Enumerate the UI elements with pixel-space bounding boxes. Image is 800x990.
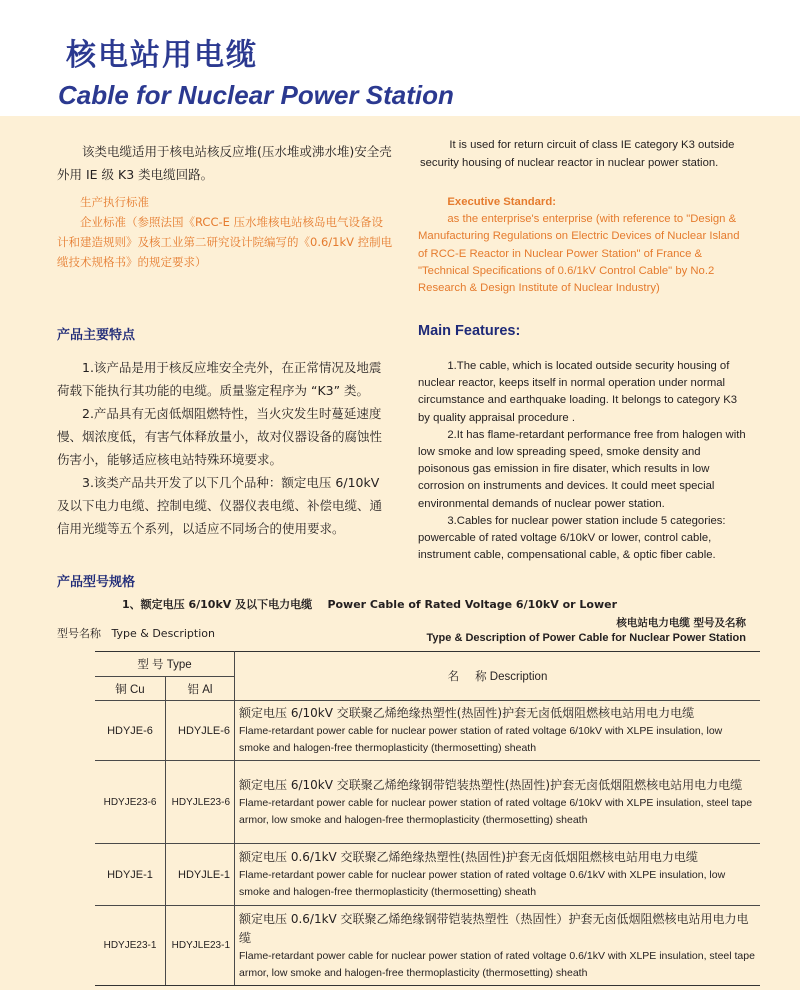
description-en: Flame-retardant power cable for nuclear power station of rated voltage 6/10kV with XLPE insulation, steel tape armor, low smoke and halogen-free thermoplasticity (thermosetting) sheath <box>239 796 753 826</box>
feature-cn-2: 2.产品具有无卤低烟阻燃特性，当火灾发生时蔓延速度慢、烟浓度低，有害气体释放量小，故对仪器设备的腐蚀性伤害小，能够适应核电站特殊环境要求。 <box>57 406 383 467</box>
model-cu: HDYJE23-1 <box>95 906 166 986</box>
description-en: Flame-retardant power cable for nuclear power station of rated voltage 6/10kV with XLPE insulation, low smoke and halogen-free thermoplasticity (thermosetting) sheath <box>239 725 723 754</box>
model-cu: HDYJE-6 <box>95 701 166 761</box>
standard-cn-heading: 生产执行标准 <box>80 195 149 209</box>
table-caption-en: Type & Description of Power Cable for Nuclear Power Station <box>426 632 746 644</box>
header-al: 铝 Al <box>166 677 235 701</box>
intro-en: It is used for return circuit of class IE category K3 outside security housing of nuclear reactor in nuclear power station. <box>420 139 735 169</box>
header-cu: 铜 Cu <box>95 677 166 701</box>
feature-en-3: 3.Cables for nuclear power station include 5 categories: powercable of rated voltage 6/10kV or lower, control cable, instrument cable, compensational cable, & optic fiber cable. <box>418 514 726 562</box>
description-cn: 额定电压 0.6/1kV 交联聚乙烯绝缘热塑性(热固性)护套无卤低烟阻燃核电站用电力电缆 <box>239 850 698 864</box>
description-en: Flame-retardant power cable for nuclear power station of rated voltage 0.6/1kV with XLPE insulation, low smoke and halogen-free thermoplasticity (thermosetting) sheath <box>239 869 726 898</box>
description-cell <box>235 761 761 844</box>
table-row <box>95 761 760 844</box>
table-row <box>95 701 760 761</box>
description-cell <box>235 701 761 761</box>
model-al: HDYJLE-1 <box>166 844 235 906</box>
description-cn: 额定电压 6/10kV 交联聚乙烯绝缘热塑性(热固性)护套无卤低烟阻燃核电站用电力电缆 <box>239 706 695 720</box>
specs-heading: 产品型号规格 <box>57 575 136 590</box>
feature-en-1: 1.The cable, which is located outside security housing of nuclear reactor, keeps itself in normal operation under normal circumstance and earthquake loading. It belongs to category K3 by quality appraisal procedure . <box>418 360 738 424</box>
intro-cn: 该类电缆适用于核电站核反应堆(压水堆或沸水堆)安全壳外用 IE 级 K3 类电缆回路。 <box>57 144 392 182</box>
features-heading-cn: 产品主要特点 <box>57 328 136 343</box>
table-caption-cn: 核电站电力电缆 型号及名称 <box>616 617 746 629</box>
description-en: Flame-retardant power cable for nuclear power station of rated voltage 0.6/1kV with XLPE insulation, steel tape armor, low smoke and halogen-free thermoplasticity (thermosetting) sheath <box>239 949 755 979</box>
page-title-en: Cable for Nuclear Power Station <box>58 80 454 110</box>
features-list-en <box>418 358 748 564</box>
specs-subheading: 1、额定电压 6/10kV 及以下电力电缆 Power Cable of Rated Voltage 6/10kV or Lower <box>122 598 617 611</box>
model-al: HDYJLE-6 <box>166 701 235 761</box>
model-cu: HDYJE-1 <box>95 844 166 906</box>
features-heading-en: Main Features: <box>418 323 521 339</box>
standard-cn-text: 企业标准（参照法国《RCC-E 压水堆核电站核岛电气设备设计和建造规则》及核工业第二研究设计院编写的《0.6/1kV 控制电缆技术规格书》的规定要求） <box>57 215 393 269</box>
header-type: 型 号 Type <box>95 652 235 677</box>
standard-cn <box>57 192 393 272</box>
header-description: 名 称 Description <box>235 652 761 701</box>
feature-cn-1: 1.该产品是用于核反应堆安全壳外，在正常情况及地震荷载下能执行其功能的电缆。质量鉴定程序为 “K3” 类。 <box>57 360 382 398</box>
model-cu: HDYJE23-6 <box>95 761 166 844</box>
type-description-label: 型号名称 Type & Description <box>57 627 215 640</box>
description-cell <box>235 844 761 906</box>
model-al: HDYJLE23-6 <box>166 761 235 844</box>
feature-cn-3: 3.该类产品共开发了以下几个品种：额定电压 6/10kV 及以下电力电缆、控制电缆、仪器仪表电缆、补偿电缆、通信用光缆等五个系列，以适应不同场合的使用要求。 <box>57 475 383 536</box>
cable-type-table <box>95 651 760 986</box>
feature-en-2: 2.It has flame-retardant performance free from halogen with low smoke and low spreading speed, smoke density and poisonous gas emission in fire disater, which results in low corrosion on instruments and devices. It could meet special environmental demands of nuclear power station. <box>418 428 746 510</box>
features-list-cn <box>57 356 393 540</box>
model-al: HDYJLE23-1 <box>166 906 235 986</box>
table-row <box>95 844 760 906</box>
description-cell <box>235 906 761 986</box>
description-cn: 额定电压 6/10kV 交联聚乙烯绝缘钢带铠装热塑性(热固性)护套无卤低烟阻燃核电站用电力电缆 <box>239 777 743 792</box>
standard-en-heading: Executive Standard: <box>447 196 556 208</box>
table-header-row <box>95 652 760 677</box>
standard-en <box>418 194 750 297</box>
description-cn: 额定电压 0.6/1kV 交联聚乙烯绝缘钢带铠装热塑性（热固性）护套无卤低烟阻燃核电站用电力电缆 <box>239 911 749 945</box>
page-title-cn: 核电站用电缆 <box>66 38 258 73</box>
table-row <box>95 906 760 986</box>
standard-en-text: as the enterprise's enterprise (with reference to "Design & Manufacturing Regulations on Electric Devices of Nuclear Island of RCC-E Reactor in Nuclear Power Station" of France & "Technical Specifications of 0.6/1kV Control Cable" by No.2 Research & Design Institute of Nuclear Industry) <box>418 213 740 295</box>
